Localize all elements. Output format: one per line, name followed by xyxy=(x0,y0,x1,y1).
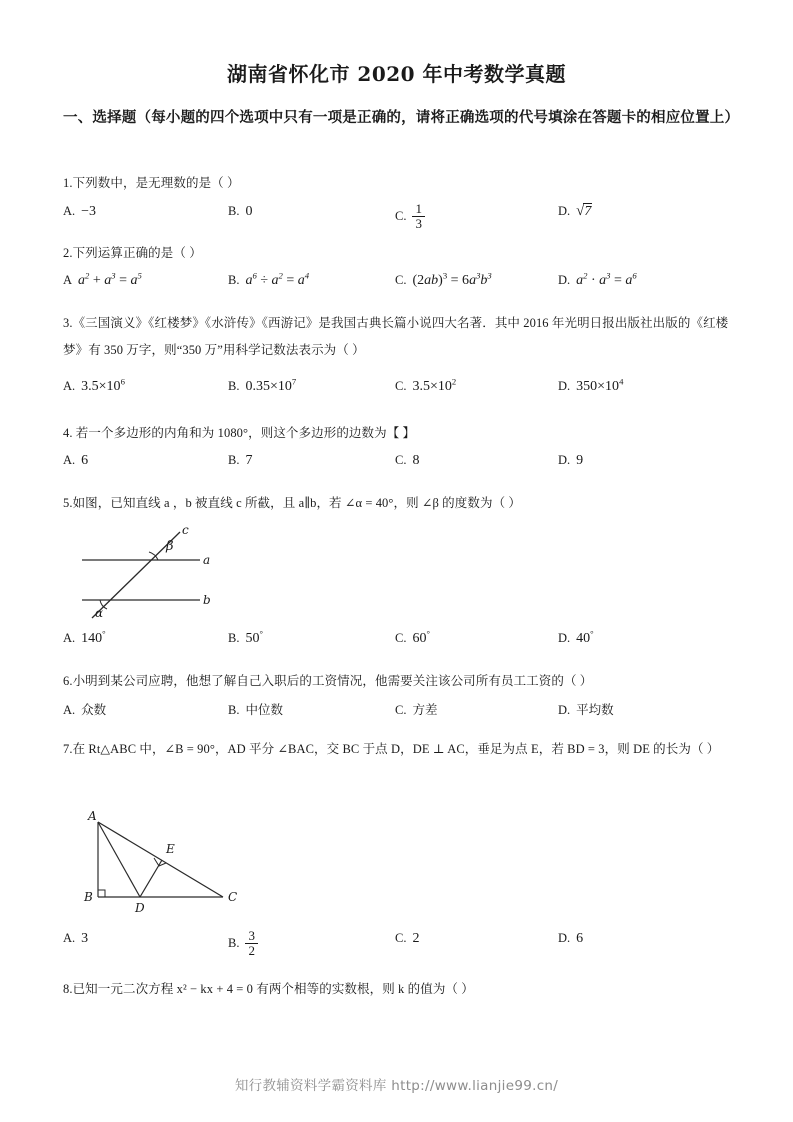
option-label: C. xyxy=(395,931,407,945)
option-label: B. xyxy=(228,453,240,467)
option-1-d[interactable] xyxy=(558,203,592,220)
label-line-a: a xyxy=(203,553,211,567)
option-4-c[interactable]: C. 8 xyxy=(395,453,420,468)
label-beta: β xyxy=(166,539,174,554)
option-label: A. xyxy=(63,379,76,393)
option-label: C. xyxy=(395,703,407,717)
option-7-a[interactable]: A. 3 xyxy=(63,931,89,946)
label-vertex-c: C xyxy=(228,890,238,904)
option-2-d[interactable]: D. $a^2 \cdot a^3 = a^6$ xyxy=(558,270,637,288)
option-label: B. xyxy=(228,703,240,717)
option-6-c[interactable]: C. 方差 xyxy=(395,702,438,717)
label-line-b: b xyxy=(203,593,211,607)
question-4-text: 4. 若一个多边形的内角和为 1080°，则这个多边形的边数为【 】 xyxy=(63,426,416,440)
question-1-options xyxy=(63,203,753,231)
question-1-text: 1.下列数中，是无理数的是（ ） xyxy=(63,176,240,190)
option-label: B. xyxy=(228,631,240,645)
label-alpha: α xyxy=(95,606,104,620)
sqrt-seven: √7 xyxy=(576,203,592,219)
question-4-options xyxy=(63,452,753,480)
option-label: D. xyxy=(558,631,571,645)
option-3-d[interactable]: D. $350\times 10^4$ xyxy=(558,376,624,394)
option-2-a[interactable]: A $a^2 + a^3 = a^5$ xyxy=(63,270,142,288)
option-label: D. xyxy=(558,931,571,945)
option-5-a[interactable]: A. 140° xyxy=(63,628,106,646)
option-label: D. xyxy=(558,379,571,393)
question-3-text: 3.《三国演义》《红楼梦》《水浒传》《西游记》是我国古典长篇小说四大名著．其中 2016 年光明日报出版社出版的《红楼梦》有 350 万字，则“350 万”用科学记数法表示为（ ） xyxy=(63,316,729,357)
option-label: D. xyxy=(558,273,571,287)
option-1-c[interactable] xyxy=(395,203,425,231)
question-3-options xyxy=(63,378,753,406)
question-5-stem xyxy=(63,490,743,517)
question-3-stem xyxy=(63,310,743,364)
option-label: C. xyxy=(395,273,407,287)
option-2-b[interactable]: B. $a^6 \div a^2 = a^4$ xyxy=(228,270,310,288)
option-label: A. xyxy=(63,204,76,218)
label-vertex-a: A xyxy=(88,809,97,823)
question-7-stem xyxy=(63,736,743,763)
option-6-d[interactable]: D. 平均数 xyxy=(558,702,614,717)
figure-right-triangle-abc xyxy=(80,808,280,920)
option-label: C. xyxy=(395,453,407,467)
page-title: 湖南省怀化市 2020 年中考数学真题 xyxy=(226,62,567,86)
option-6-a[interactable]: A. 众数 xyxy=(63,702,107,717)
question-4-stem xyxy=(63,420,743,447)
option-6-b[interactable]: B. 中位数 xyxy=(228,702,283,717)
option-label: B. xyxy=(228,936,240,951)
label-point-e: E xyxy=(166,842,175,856)
option-label: D. xyxy=(558,453,571,467)
option-label: A. xyxy=(63,631,76,645)
question-8-text: 8.已知一元二次方程 x² − kx + 4 = 0 有两个相等的实数根，则 k 的值为（ ） xyxy=(63,982,474,996)
fraction-one-third: $\frac{1}{3}$ xyxy=(412,202,425,230)
fraction-three-halves: $\frac{3}{2}$ xyxy=(245,929,258,957)
option-5-b[interactable]: B. 50° xyxy=(228,628,263,646)
question-6-stem xyxy=(63,668,743,695)
option-label: D. xyxy=(558,703,571,717)
option-4-a[interactable]: A. 6 xyxy=(63,453,89,468)
label-point-d: D xyxy=(135,901,145,915)
option-label: C. xyxy=(395,379,407,393)
option-label: C. xyxy=(395,631,407,645)
option-1-b[interactable]: B. 0 xyxy=(228,204,253,219)
option-label: A. xyxy=(63,703,76,717)
option-label: D. xyxy=(558,204,571,218)
option-4-b[interactable]: B. 7 xyxy=(228,453,253,468)
question-8-stem xyxy=(63,976,743,1003)
option-5-c[interactable]: C. 60° xyxy=(395,628,430,646)
option-5-d[interactable]: D. 40° xyxy=(558,628,594,646)
question-2-options xyxy=(63,272,753,300)
option-7-d[interactable]: D. 6 xyxy=(558,931,584,946)
question-6-text: 6.小明到某公司应聘，他想了解自己入职后的工资情况，他需要关注该公司所有员工工资的（ ） xyxy=(63,674,593,688)
question-5-options xyxy=(63,630,753,658)
option-3-b[interactable]: B. $0.35\times 10^7$ xyxy=(228,376,297,394)
option-label: B. xyxy=(228,204,240,218)
question-7-text: 7.在 Rt△ABC 中，∠B = 90°，AD 平分 ∠BAC，交 BC 于点 D，DE ⊥ AC，垂足为点 E，若 BD = 3，则 DE 的长为（ ） xyxy=(63,742,720,756)
option-7-c[interactable]: C. 2 xyxy=(395,931,420,946)
option-label: C. xyxy=(395,209,407,224)
question-6-options xyxy=(63,700,753,728)
label-vertex-b: B xyxy=(84,890,93,904)
section-heading: 一、选择题（每小题的四个选项中只有一项是正确的，请将正确选项的代号填涂在答题卡的相应位置上） xyxy=(63,110,740,126)
option-3-c[interactable]: C. $3.5\times 10^2$ xyxy=(395,376,457,394)
option-1-a[interactable]: A. −3 xyxy=(63,204,97,219)
question-2-stem xyxy=(63,240,743,267)
footer-watermark: 知行教辅资料学霸资料库 http://www.lianjie99.cn/ xyxy=(234,1078,559,1094)
option-label: A xyxy=(63,273,73,287)
option-label: A. xyxy=(63,453,76,467)
option-4-d[interactable]: D. 9 xyxy=(558,453,584,468)
option-label: B. xyxy=(228,273,240,287)
option-2-c[interactable]: C. $(2ab)^3 = 6a^3b^3$ xyxy=(395,270,492,288)
option-label: A. xyxy=(63,931,76,945)
question-2-text: 2.下列运算正确的是（ ） xyxy=(63,246,202,260)
question-7-options xyxy=(63,930,753,958)
option-7-b[interactable] xyxy=(228,930,258,958)
question-5-text: 5.如图，已知直线 a ，b 被直线 c 所截，且 a∥b，若 ∠α = 40°，则 ∠β 的度数为（ ） xyxy=(63,496,521,510)
question-1-stem xyxy=(63,170,743,197)
label-line-c: c xyxy=(182,523,189,537)
option-label: B. xyxy=(228,379,240,393)
option-3-a[interactable]: A. $3.5\times 10^6$ xyxy=(63,376,125,394)
figure-parallel-lines-transversal xyxy=(70,522,300,622)
